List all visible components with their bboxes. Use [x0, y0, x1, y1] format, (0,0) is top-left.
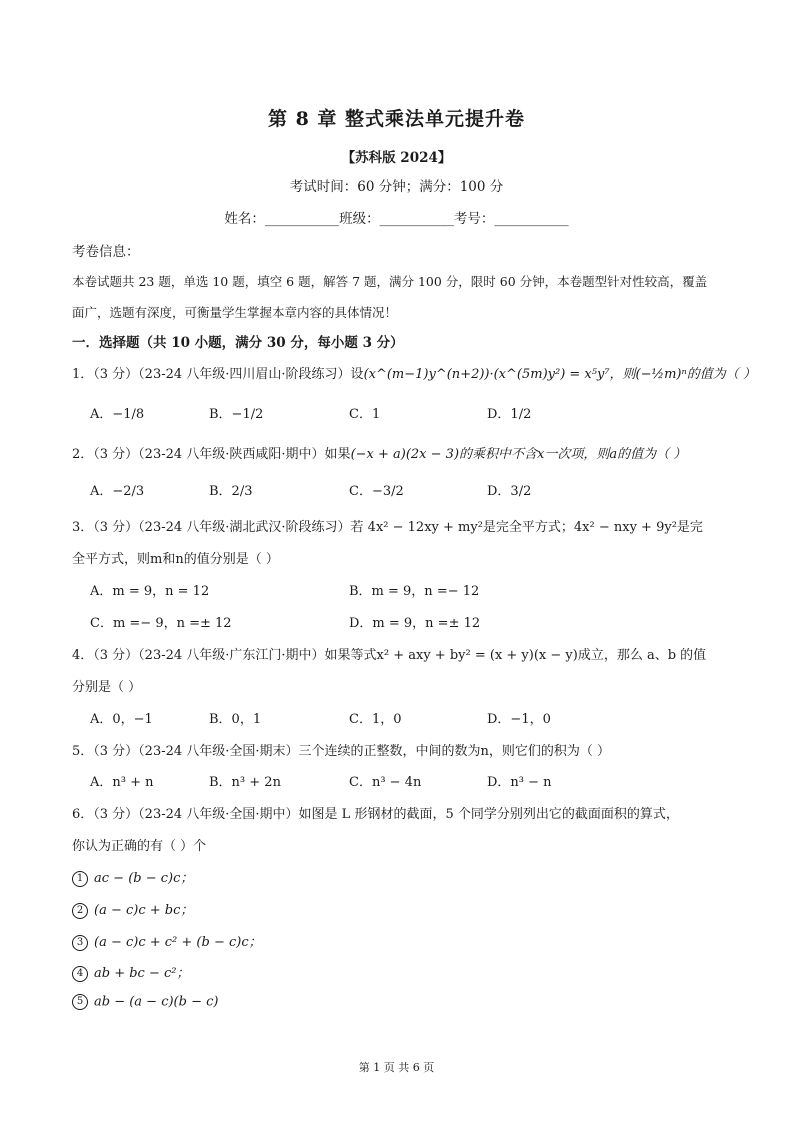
info-line-1: 本卷试题共 23 题，单选 10 题，填空 6 题，解答 7 题，满分 100 分，限时 60 分钟，本卷题型针对性较高，覆盖	[72, 274, 708, 289]
info-line-2: 面广，选题有深度，可衡量学生掌握本章内容的具体情况！	[72, 305, 398, 320]
q6-item-2	[72, 899, 193, 919]
question-1-expression: (x^(m−1)y^(n+2))·(x^(5m)y²) = x⁵y⁷，则(−½m)ⁿ的值为（ ）	[363, 367, 756, 382]
q6-item-4-text: ab + bc − c²；	[94, 966, 190, 981]
info-label: 考卷信息：	[72, 244, 140, 260]
edition-label: 【苏科版 2024】	[341, 150, 452, 166]
q5-option-d[interactable]: D．n³ − n	[487, 775, 552, 790]
q6-item-1-text: ac − (b − c)c；	[94, 871, 194, 886]
q2-option-a[interactable]: A．−2/3	[90, 484, 145, 499]
question-3-line-1: 3．（3 分）（23-24 八年级·湖北武汉·阶段练习）若 4x² − 12xy + my²是完全平方式；4x² − nxy + 9y²是完	[72, 520, 703, 535]
question-4-line-2: 分别是（ ）	[72, 680, 142, 695]
q1-option-a[interactable]: A．−1/8	[90, 407, 145, 422]
q3-option-b[interactable]: B．m = 9，n =− 12	[349, 584, 480, 599]
question-6-line-1: 6．（3 分）（23-24 八年级·全国·期中）如图是 L 形钢材的截面，5 个同学分别列出它的截面面积的算式，	[72, 807, 679, 822]
q4-option-b[interactable]: B．0，1	[209, 712, 262, 727]
question-1-prefix: 1．（3 分）（23-24 八年级·四川眉山·阶段练习）设	[72, 367, 364, 382]
circled-number: 5	[72, 994, 88, 1010]
circled-number: 4	[72, 966, 88, 982]
q6-item-3-text: (a − c)c + c² + (b − c)c；	[94, 935, 262, 950]
question-2-prefix: 2．（3 分）（23-24 八年级·陕西咸阳·期中）如果	[72, 447, 351, 462]
page-title: 第 8 章 整式乘法单元提升卷	[267, 108, 526, 130]
q4-option-c[interactable]: C．1，0	[349, 712, 402, 727]
circled-number: 1	[72, 871, 88, 887]
q3-option-c[interactable]: C．m =− 9，n =± 12	[90, 616, 232, 631]
q6-item-1	[72, 867, 193, 887]
question-2	[72, 443, 686, 462]
q2-option-b[interactable]: B．2/3	[209, 484, 253, 499]
q6-item-5	[72, 994, 218, 1010]
q1-option-d[interactable]: D．1/2	[487, 407, 532, 422]
question-6-line-2: 你认为正确的有（ ）个	[72, 839, 207, 854]
q3-option-d[interactable]: D．m = 9，n =± 12	[349, 616, 481, 631]
q2-option-c[interactable]: C．−3/2	[349, 484, 404, 499]
q6-item-3	[72, 931, 262, 951]
q1-option-b[interactable]: B．−1/2	[209, 407, 264, 422]
circled-number: 2	[72, 903, 88, 919]
q5-option-a[interactable]: A．n³ + n	[90, 775, 154, 790]
q5-option-c[interactable]: C．n³ − 4n	[349, 775, 422, 790]
exam-time: 考试时间：60 分钟；满分：100 分	[289, 179, 504, 195]
question-5-line-1: 5．（3 分）（23-24 八年级·全国·期末）三个连续的正整数，中间的数为n，则它们的积为（ ）	[72, 744, 611, 759]
circled-number: 3	[72, 935, 88, 951]
q4-option-d[interactable]: D．−1，0	[487, 712, 551, 727]
question-4-line-1: 4．（3 分）（23-24 八年级·广东江门·期中）如果等式x² + axy + by² = (x + y)(x − y)成立，那么 a、b 的值	[72, 648, 707, 663]
q3-option-a[interactable]: A．m = 9，n = 12	[90, 584, 210, 599]
page-footer: 第 1 页 共 6 页	[358, 1061, 435, 1074]
student-info-line: 姓名：___________班级：___________考号：___________	[224, 211, 569, 227]
q6-item-2-text: (a − c)c + bc；	[94, 903, 194, 918]
q2-option-d[interactable]: D．3/2	[487, 484, 532, 499]
q6-item-5-text: ab − (a − c)(b − c)	[94, 994, 219, 1010]
q1-option-c[interactable]: C．1	[349, 407, 381, 422]
question-3-line-2: 全平方式，则m和n的值分别是（ ）	[72, 552, 279, 567]
question-1	[72, 363, 756, 382]
section-heading: 一．选择题（共 10 小题，满分 30 分，每小题 3 分）	[72, 335, 404, 351]
q6-item-4	[72, 962, 189, 982]
q4-option-a[interactable]: A．0，−1	[90, 712, 153, 727]
question-2-expression: (−x + a)(2x − 3)的乘积中不含x一次项，则a的值为（ ）	[350, 447, 687, 462]
q5-option-b[interactable]: B．n³ + 2n	[209, 775, 281, 790]
